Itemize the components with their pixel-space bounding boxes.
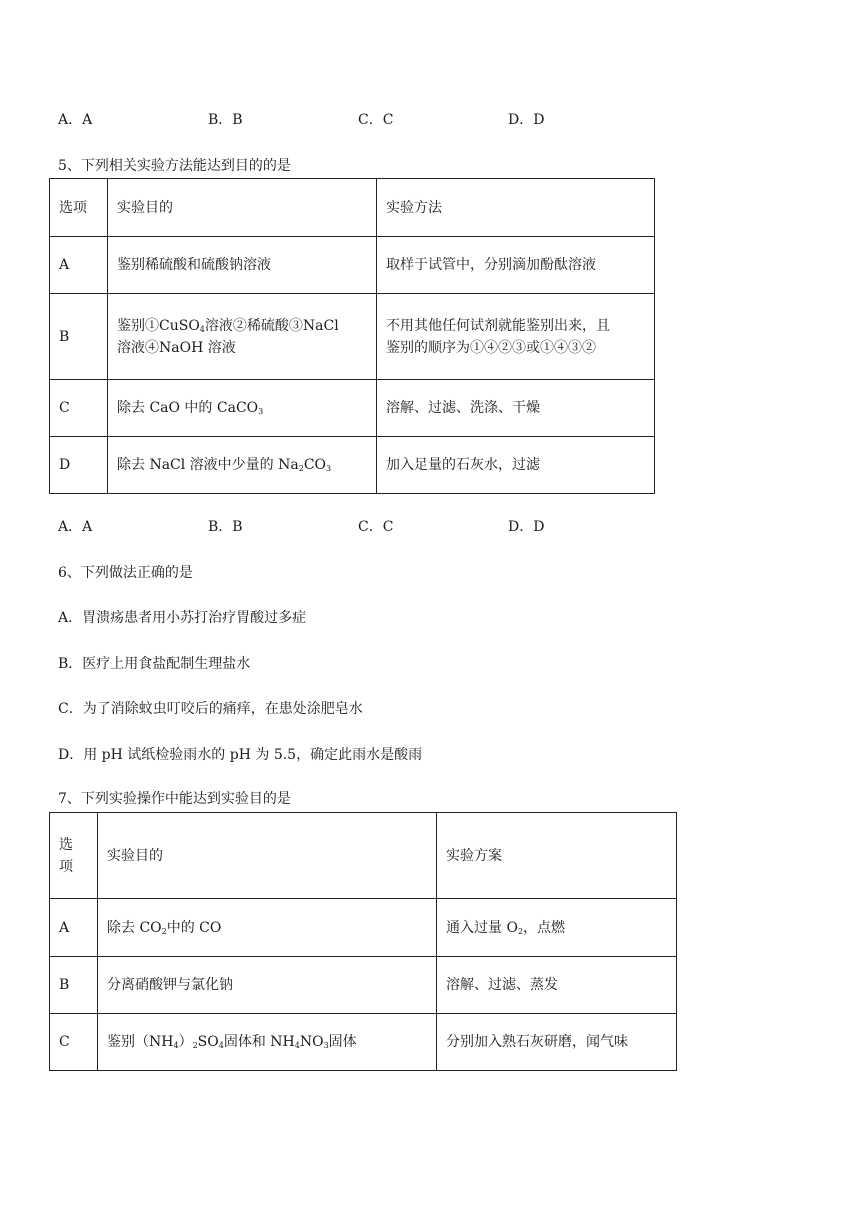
table-row xyxy=(50,380,655,437)
q5-option-c[interactable]: C．C xyxy=(358,519,394,535)
method-cell: 通入过量 $O_2$，点燃 xyxy=(437,899,677,957)
method-cell: 分别加入熟石灰研磨，闻气味 xyxy=(437,1014,677,1071)
method-cell: 加入足量的石灰水，过滤 xyxy=(377,437,655,494)
purpose-cell: 除去 CaO 中的 CaCO$_3$ xyxy=(108,380,377,437)
q4-option-d[interactable]: D．D xyxy=(508,112,545,128)
purpose-cell: 鉴别①CuSO$_4$溶液②稀硫酸③NaCl 溶液④NaOH 溶液 xyxy=(108,294,377,380)
purpose-cell: 鉴别$(NH_4)_2SO_4$固体和 $NH_4NO_3$固体 xyxy=(98,1014,437,1071)
table-row xyxy=(50,294,655,380)
table-row xyxy=(50,237,655,294)
table-header-row xyxy=(50,179,655,237)
q5-option-a[interactable]: A．A xyxy=(58,519,93,535)
header-cell: 选 项 xyxy=(50,813,98,899)
q5-option-d[interactable]: D．D xyxy=(508,519,545,535)
row-label: C xyxy=(50,380,108,437)
row-label: A xyxy=(50,899,98,957)
purpose-cell: 分离硝酸钾与氯化钠 xyxy=(98,957,437,1014)
q7-table xyxy=(49,812,677,1071)
q5-table xyxy=(49,178,655,494)
row-label: D xyxy=(50,437,108,494)
q4-option-c[interactable]: C．C xyxy=(358,112,394,128)
table-row xyxy=(50,899,677,957)
purpose-cell: 除去 NaCl 溶液中少量的 $Na_2CO_3$ xyxy=(108,437,377,494)
q5-stem: 5、下列相关实验方法能达到目的的是 xyxy=(58,158,291,174)
header-cell: 实验方法 xyxy=(377,179,655,237)
method-cell: 溶解、过滤、蒸发 xyxy=(437,957,677,1014)
q4-option-b[interactable]: B．B xyxy=(208,112,243,128)
header-cell: 实验目的 xyxy=(98,813,437,899)
table-row xyxy=(50,1014,677,1071)
purpose-cell: 鉴别稀硫酸和硫酸钠溶液 xyxy=(108,237,377,294)
q6-option-b[interactable]: B．医疗上用食盐配制生理盐水 xyxy=(58,656,251,672)
q7-stem: 7、下列实验操作中能达到实验目的是 xyxy=(58,791,291,807)
q6-option-c[interactable]: C．为了消除蚊虫叮咬后的痛痒，在患处涂肥皂水 xyxy=(58,701,363,717)
table-header-row xyxy=(50,813,677,899)
q6-option-a[interactable]: A．胃溃疡患者用小苏打治疗胃酸过多症 xyxy=(58,610,307,626)
q6-stem: 6、下列做法正确的是 xyxy=(58,565,193,581)
purpose-cell: 除去 $CO_2$中的 CO xyxy=(98,899,437,957)
row-label: B xyxy=(50,957,98,1014)
header-cell: 实验目的 xyxy=(108,179,377,237)
method-cell: 溶解、过滤、洗涤、干燥 xyxy=(377,380,655,437)
method-cell: 不用其他任何试剂就能鉴别出来，且 鉴别的顺序为①④②③或①④③② xyxy=(377,294,655,380)
row-label: C xyxy=(50,1014,98,1071)
q5-option-b[interactable]: B．B xyxy=(208,519,243,535)
q6-option-d[interactable]: D．用 pH 试纸检验雨水的 pH 为 5.5，确定此雨水是酸雨 xyxy=(58,747,423,763)
header-cell: 选项 xyxy=(50,179,108,237)
method-cell: 取样于试管中，分别滴加酚酞溶液 xyxy=(377,237,655,294)
table-row xyxy=(50,957,677,1014)
row-label: B xyxy=(50,294,108,380)
table-row xyxy=(50,437,655,494)
header-cell: 实验方案 xyxy=(437,813,677,899)
q4-option-a[interactable]: A．A xyxy=(58,112,93,128)
row-label: A xyxy=(50,237,108,294)
